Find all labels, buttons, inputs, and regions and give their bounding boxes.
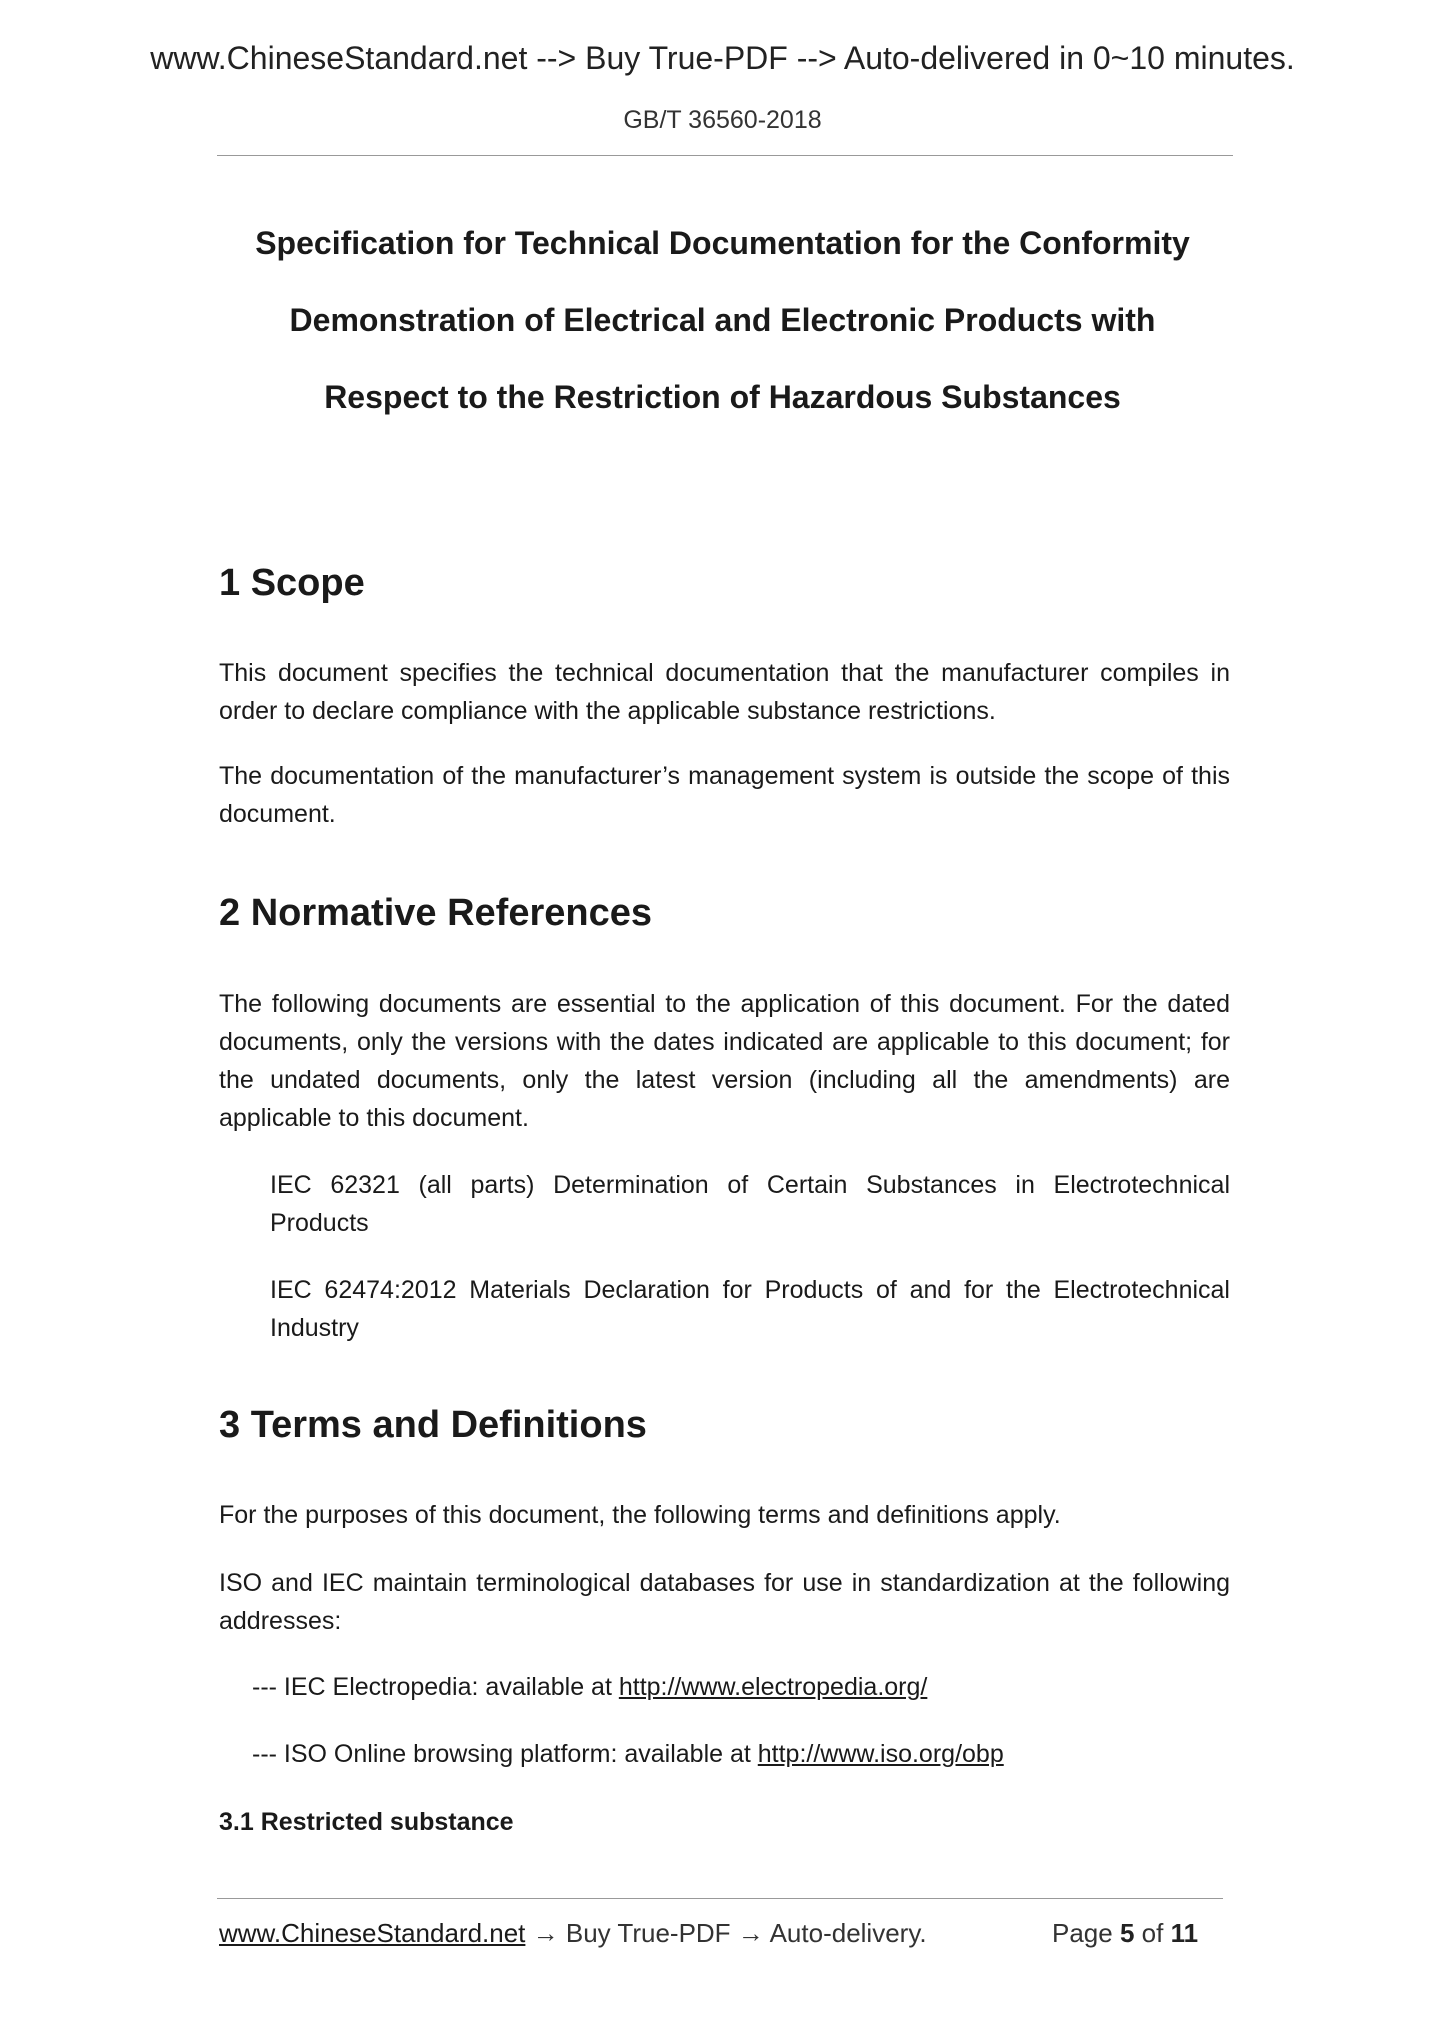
section-2-heading: 2 Normative References xyxy=(219,892,652,934)
iso-obp-link[interactable]: http://www.iso.org/obp xyxy=(757,1740,1004,1768)
title-line-1: Specification for Technical Documentation for the Conformity xyxy=(255,225,1190,261)
section-3-paragraph-1: For the purposes of this document, the following terms and definitions apply. xyxy=(219,1501,1061,1529)
header-divider xyxy=(217,155,1233,156)
reference-item-2: IEC 62474:2012 Materials Declaration for Products of and for the Electrotechnical Industry xyxy=(270,1276,1230,1342)
title-line-3: Respect to the Restriction of Hazardous Substances xyxy=(324,379,1121,415)
section-1-paragraph-1: This document specifies the technical documentation that the manufacturer compiles in order to declare compliance with the applicable substance restrictions. xyxy=(219,659,1230,725)
terminology-item-iso-obp xyxy=(252,1735,1004,1773)
footer-promo xyxy=(219,1918,927,1949)
document-title xyxy=(150,205,1295,436)
iso-obp-label: --- ISO Online browsing platform: available at xyxy=(252,1740,758,1768)
footer-site-link[interactable]: www.ChineseStandard.net xyxy=(219,1918,526,1948)
footer-buy-text: Buy True-PDF xyxy=(565,1918,731,1948)
page-total: 11 xyxy=(1170,1918,1199,1948)
reference-item-1: IEC 62321 (all parts) Determination of Certain Substances in Electrotechnical Products xyxy=(270,1171,1230,1237)
electropedia-label: --- IEC Electropedia: available at xyxy=(252,1673,619,1701)
footer-delivery-text: Auto-delivery. xyxy=(769,1918,927,1948)
arrow-icon: → xyxy=(525,1918,566,1948)
terminology-item-electropedia xyxy=(252,1668,927,1706)
top-banner: www.ChineseStandard.net --> Buy True-PDF --> Auto-delivered in 0~10 minutes. xyxy=(150,40,1295,76)
section-3-heading: 3 Terms and Definitions xyxy=(219,1404,647,1446)
section-1-paragraph-2: The documentation of the manufacturer’s management system is outside the scope of this document. xyxy=(219,762,1230,828)
page-label: Page xyxy=(1052,1918,1120,1948)
footer-divider xyxy=(217,1898,1223,1899)
page-current: 5 xyxy=(1119,1918,1135,1948)
section-3-paragraph-2: ISO and IEC maintain terminological databases for use in standardization at the following addresses: xyxy=(219,1569,1230,1635)
page-indicator xyxy=(1052,1918,1198,1949)
arrow-icon: → xyxy=(730,1918,770,1948)
section-1-heading: 1 Scope xyxy=(219,562,365,604)
standard-code: GB/T 36560-2018 xyxy=(623,106,822,134)
electropedia-link[interactable]: http://www.electropedia.org/ xyxy=(618,1673,928,1701)
page-of-label: of xyxy=(1134,1918,1171,1948)
section-2-paragraph-1: The following documents are essential to the application of this document. For the dated documents, only the versions with the dates indicated are applicable to this document; for the undated documents, only the latest version (including all the amendments) are applicable to this document. xyxy=(219,990,1230,1132)
title-line-2: Demonstration of Electrical and Electronic Products with xyxy=(289,302,1156,338)
subsection-3-1-heading: 3.1 Restricted substance xyxy=(219,1808,514,1836)
